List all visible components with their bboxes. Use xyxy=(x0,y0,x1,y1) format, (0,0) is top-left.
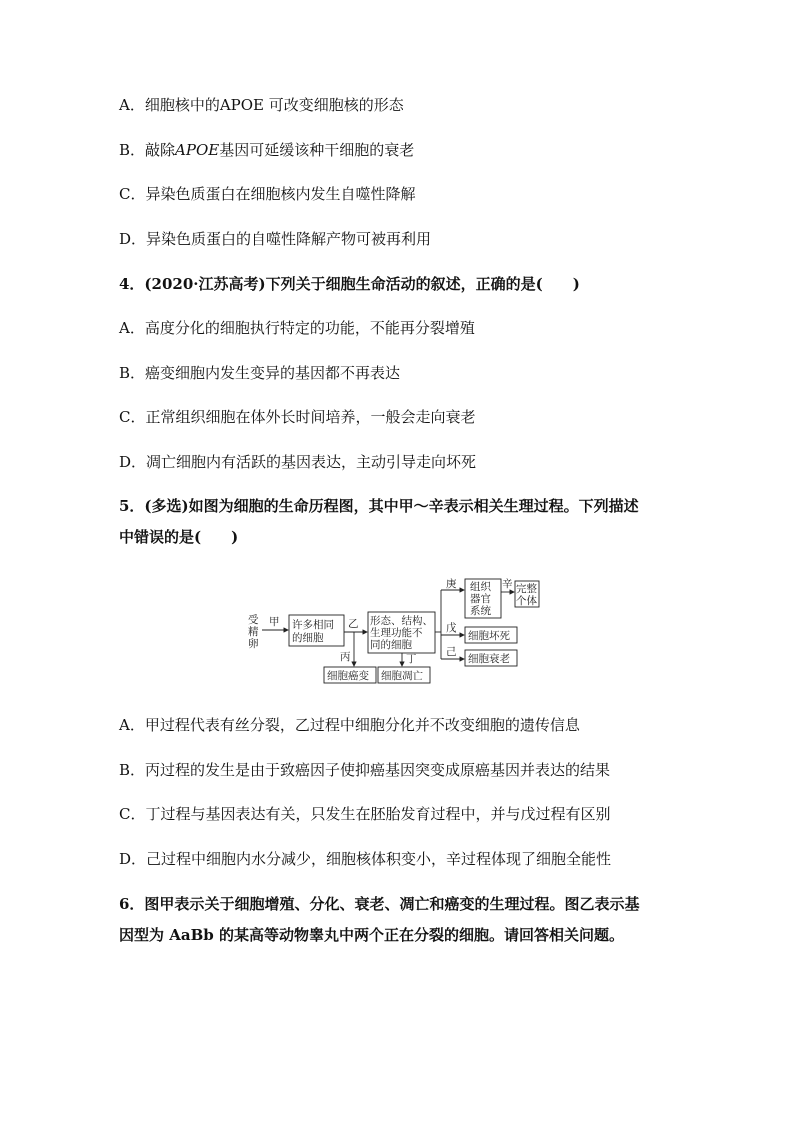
box-tissue-l2: 器官 xyxy=(470,593,491,605)
q4-option-b: B．癌变细胞内发生变异的基因都不再表达 xyxy=(119,364,401,382)
q5-stem-line2: 中错误的是( ) xyxy=(119,528,239,546)
label-ji: 己 xyxy=(446,646,457,658)
q4-stem: 4．(2020·江苏高考)下列关于细胞生命活动的叙述，正确的是( ) xyxy=(119,275,580,293)
diagram-start-1: 受 xyxy=(248,614,259,626)
box-necrosis-text: 细胞坏死 xyxy=(468,630,510,642)
label-ding: 丁 xyxy=(406,653,417,665)
q5-option-a: A．甲过程代表有丝分裂，乙过程中细胞分化并不改变细胞的遗传信息 xyxy=(119,716,580,734)
q5-option-d: D．己过程中细胞内水分减少，细胞核体积变小，辛过程体现了细胞全能性 xyxy=(119,850,612,868)
box-identical-cells-l2: 的细胞 xyxy=(292,632,324,644)
box-tissue-l3: 系统 xyxy=(470,605,491,617)
box-apoptosis-text: 细胞凋亡 xyxy=(381,670,423,682)
label-xin: 辛 xyxy=(502,578,513,590)
label-jia: 甲 xyxy=(269,616,280,628)
box-aging-text: 细胞衰老 xyxy=(468,653,510,665)
q6-line2: 因型为 AaBb 的某高等动物睾丸中两个正在分裂的细胞。请回答相关问题。 xyxy=(119,926,624,944)
box-identical-cells-l1: 许多相同 xyxy=(292,619,334,631)
box-differentiated-l2: 生理功能不 xyxy=(370,627,423,639)
q3-option-d: D．异染色质蛋白的自噬性降解产物可被再利用 xyxy=(119,230,432,248)
q3-option-a: A．细胞核中的APOE 可改变细胞核的形态 xyxy=(119,96,404,114)
diagram-start-3: 卵 xyxy=(248,638,259,650)
q5-option-b: B．丙过程的发生是由于致癌因子使抑癌基因突变成原癌基因并表达的结果 xyxy=(119,761,611,779)
label-bing: 丙 xyxy=(340,651,351,663)
box-cancer-text: 细胞癌变 xyxy=(327,670,369,682)
q3-option-b xyxy=(119,140,414,160)
q3-option-b-pre: B．敲除 xyxy=(119,141,176,159)
q3-option-c: C．异染色质蛋白在细胞核内发生自噬性降解 xyxy=(119,185,416,203)
box-whole-l2: 个体 xyxy=(516,595,537,607)
q6-line1: 6．图甲表示关于细胞增殖、分化、衰老、凋亡和癌变的生理过程。图乙表示基 xyxy=(119,895,640,913)
box-differentiated-l1: 形态、结构、 xyxy=(370,615,433,627)
cell-life-history-diagram xyxy=(240,575,540,690)
q4-option-d: D．凋亡细胞内有活跃的基因表达，主动引导走向坏死 xyxy=(119,453,477,471)
q3-option-b-post: 基因可延缓该种干细胞的衰老 xyxy=(219,141,415,159)
label-yi: 乙 xyxy=(348,618,359,630)
q4-option-a: A．高度分化的细胞执行特定的功能，不能再分裂增殖 xyxy=(119,319,475,337)
box-differentiated-l3: 同的细胞 xyxy=(370,639,412,651)
box-whole-l1: 完整 xyxy=(516,583,537,595)
label-geng: 庚 xyxy=(446,578,457,590)
box-tissue-l1: 组织 xyxy=(470,581,491,593)
label-wu: 戊 xyxy=(446,622,457,634)
diagram-start-2: 精 xyxy=(248,626,259,638)
q5-stem-line1: 5．(多选)如图为细胞的生命历程图，其中甲～辛表示相关生理过程。下列描述 xyxy=(119,497,639,515)
q4-option-c: C．正常组织细胞在体外长时间培养，一般会走向衰老 xyxy=(119,408,476,426)
q3-option-b-gene: APOE xyxy=(175,141,220,159)
q5-option-c: C．丁过程与基因表达有关，只发生在胚胎发育过程中，并与戊过程有区别 xyxy=(119,805,611,823)
